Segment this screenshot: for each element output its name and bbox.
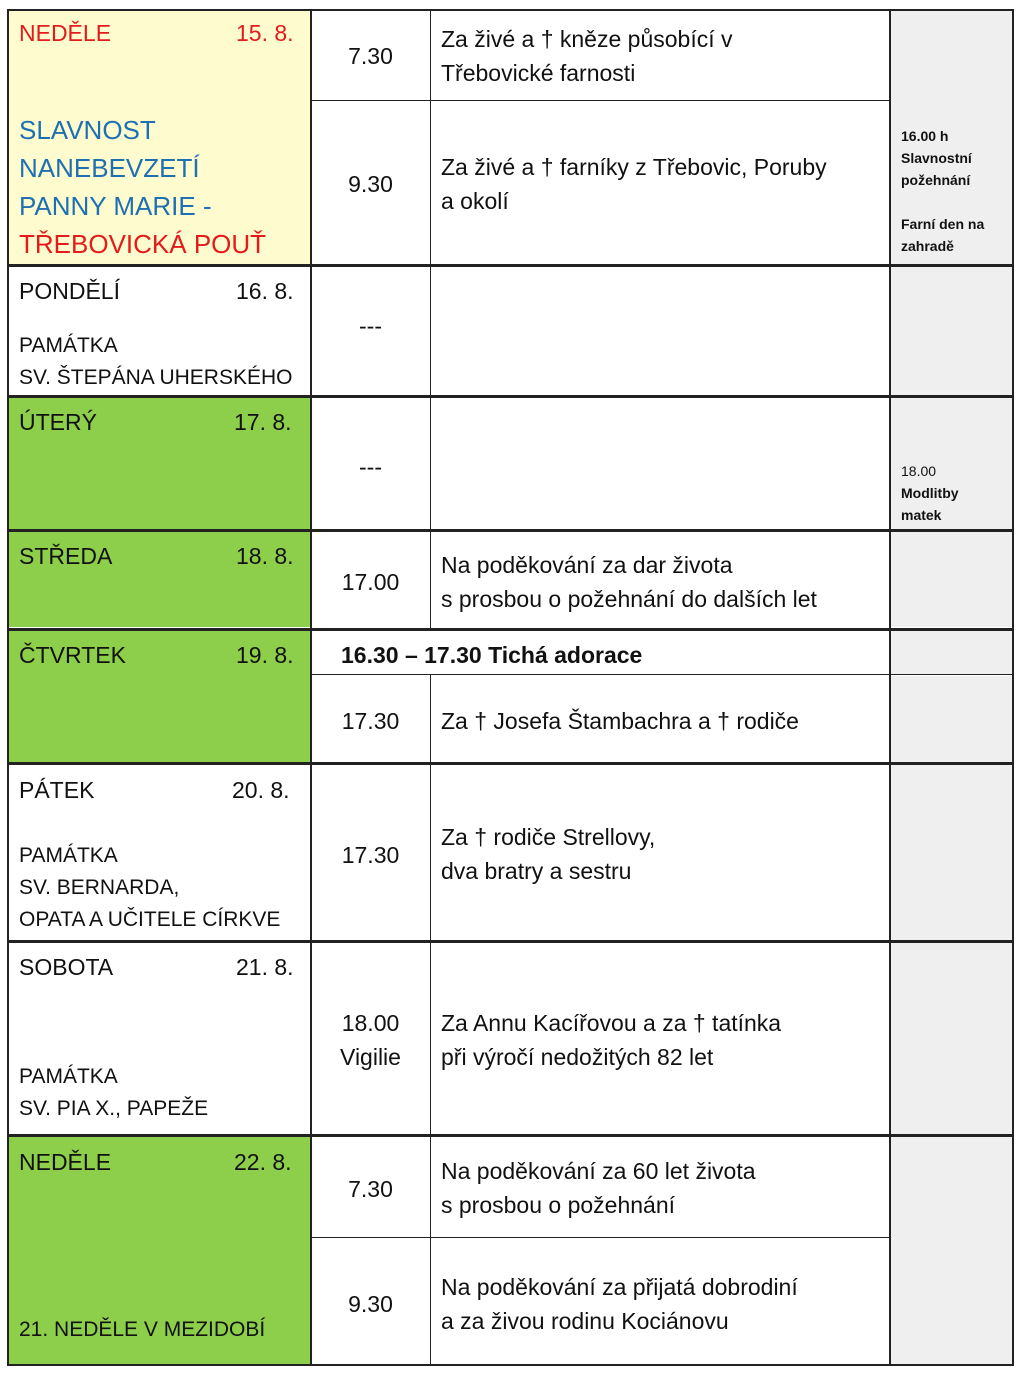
border-right	[1012, 9, 1014, 1366]
day-name: PÁTEK	[19, 777, 95, 803]
subrow-sep-8	[311, 1237, 890, 1238]
row-sep-3	[7, 529, 1014, 532]
mass-intention: Na poděkování za dar života s prosbou o požehnání do dalších let	[441, 552, 817, 612]
day-date: 18. 8.	[236, 543, 294, 569]
mass-time: ---	[359, 454, 382, 480]
note-text: 16.00 h Slavnostní požehnání Farní den na zahradě	[901, 128, 985, 254]
divider-day-time	[310, 9, 312, 1366]
note-cell-5b	[891, 676, 1012, 763]
day-date: 15. 8.	[236, 20, 294, 46]
feast-title: PAMÁTKA SV. BERNARDA, OPATA A UČITELE CÍRKVE	[19, 844, 281, 931]
mass-intention: Na poděkování za přijatá dobrodiní a za živou rodinu Kociánovu	[441, 1274, 798, 1334]
note-cell-4	[891, 531, 1012, 627]
day-date: 21. 8.	[236, 954, 294, 980]
mass-intention: Na poděkování za 60 let života s prosbou o požehnání	[441, 1158, 756, 1218]
day-date: 22. 8.	[234, 1149, 292, 1175]
border-top	[7, 9, 1014, 11]
row-sep-2	[7, 395, 1014, 398]
row-sep-4	[7, 628, 1014, 631]
mass-intention: Za živé a † kněze působící v Třebovické farnosti	[441, 26, 733, 86]
day-name: NEDĚLE	[19, 1149, 112, 1175]
divider-time-intent-b	[430, 675, 431, 1366]
divider-intent-note	[889, 9, 891, 1366]
row-sep-1	[7, 264, 1014, 267]
mass-intention: Za † Josefa Štambachra a † rodiče	[441, 708, 799, 734]
mass-intention: Za Annu Kacířovou a za † tatínka při výročí nedožitých 82 let	[441, 1010, 782, 1070]
mass-time: 18.00 Vigilie	[340, 1010, 401, 1070]
mass-time: 7.30	[348, 1176, 393, 1202]
note-cell-5a	[891, 631, 1012, 675]
subrow-sep-5a	[311, 674, 1012, 675]
adoration-text: 16.30 – 17.30 Tichá adorace	[341, 642, 643, 668]
mass-intention: Za živé a † farníky z Třebovic, Poruby a okolí	[441, 154, 827, 214]
day-name: ÚTERÝ	[19, 409, 97, 435]
border-bottom	[7, 1364, 1014, 1366]
day-date: 19. 8.	[236, 642, 294, 668]
day-date: 17. 8.	[234, 409, 292, 435]
note-cell-8	[891, 1137, 1012, 1364]
note-cell-2	[891, 267, 1012, 395]
mass-time: 9.30	[348, 1291, 393, 1317]
row-sep-7	[7, 1134, 1014, 1137]
day-name: STŘEDA	[19, 543, 113, 569]
feast-title: PAMÁTKA SV. PIA X., PAPEŽE	[19, 1065, 209, 1120]
day-date: 20. 8.	[232, 777, 290, 803]
day-name: NEDĚLE	[19, 20, 112, 46]
row-sep-6	[7, 940, 1014, 943]
day-name: PONDĚLÍ	[19, 278, 120, 304]
note-cell-6	[891, 765, 1012, 940]
feast-title: 21. NEDĚLE V MEZIDOBÍ	[19, 1318, 266, 1341]
note-cell-7	[891, 943, 1012, 1134]
divider-time-intent-a	[430, 9, 431, 630]
day-name: SOBOTA	[19, 954, 114, 980]
mass-time: 7.30	[348, 43, 393, 69]
mass-time: 17.30	[341, 708, 400, 734]
subrow-sep-1	[311, 100, 890, 101]
feast-title: SLAVNOST NANEBEVZETÍ PANNY MARIE - TŘEBOVICKÁ POUŤ	[19, 115, 267, 259]
mass-intention: Za † rodiče Strellovy, dva bratry a sestru	[441, 824, 656, 884]
row-sep-5	[7, 762, 1014, 765]
mass-time: 9.30	[348, 171, 393, 197]
mass-time: 17.30	[341, 842, 400, 868]
day-name: ČTVRTEK	[19, 642, 126, 668]
feast-title: PAMÁTKA SV. ŠTEPÁNA UHERSKÉHO	[19, 334, 293, 389]
mass-time: 17.00	[341, 569, 400, 595]
day-date: 16. 8.	[236, 278, 294, 304]
mass-time: ---	[359, 313, 382, 339]
note-text: 18.00 Modlitby matek	[901, 463, 959, 523]
border-left	[7, 9, 9, 1366]
